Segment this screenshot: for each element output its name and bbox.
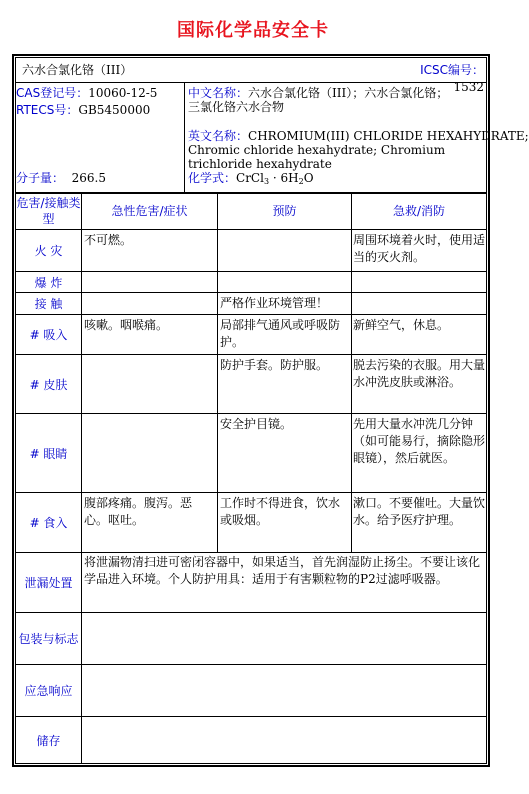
row-ingestion-aid: 漱口。不要催吐。大量饮水。给予医疗护理。 — [353, 496, 486, 527]
col-hazard-type: 危害/接触类型 — [16, 196, 81, 226]
emergency-label: 应急响应 — [24, 684, 73, 698]
rtecs-value: GB5450000 — [78, 103, 151, 117]
english-name-line3: trichloride hexahydrate — [188, 157, 332, 171]
mw-label: 分子量： — [16, 171, 65, 185]
formula-sub: 3 — [263, 177, 270, 186]
col-first-aid: 急救/消防 — [392, 204, 446, 218]
cas-label: CAS登记号： — [16, 86, 89, 100]
cas-number — [16, 85, 184, 102]
rtecs-label: RTECS号： — [16, 103, 79, 117]
row-contact-prevention: 严格作业环境管理！ — [220, 296, 329, 310]
molecular-weight — [16, 170, 184, 187]
row-fire-acute: 不可燃。 — [84, 233, 133, 247]
row-explosion-label: 爆 炸 — [34, 275, 63, 290]
mw-value: 266.5 — [71, 171, 107, 185]
chinese-name-line2: 三氯化铬六水合物 — [188, 100, 285, 114]
row-skin-aid: 脱去污染的衣服。用大量水冲洗皮肤或淋浴。 — [353, 358, 486, 389]
cn-label: 中文名称： — [188, 86, 249, 100]
spill-label: 泄漏处置 — [24, 576, 73, 590]
row-eyes-label: # 眼睛 — [29, 446, 68, 461]
cas-value: 10060-12-5 — [88, 86, 158, 100]
cn-value: 六水合氯化铬（III）；六水合氯化铬； — [248, 86, 449, 100]
row-contact-label: 接 触 — [34, 297, 63, 311]
packaging-label: 包装与标志 — [18, 632, 79, 646]
row-inhalation-label: # 吸入 — [29, 328, 68, 342]
row-skin-prevention: 防护手套。防护服。 — [220, 358, 329, 372]
storage-label: 储存 — [36, 733, 61, 748]
row-ingestion-label: # 食入 — [29, 516, 68, 530]
en-label: 英文名称： — [188, 129, 249, 143]
formula-label: 化学式： — [188, 171, 237, 185]
row-fire-label: 火 灾 — [34, 244, 63, 258]
row-inhalation-prevention: 局部排气通风或呼吸防护。 — [220, 318, 341, 349]
formula-part: CrCl — [236, 171, 264, 185]
spill-text: 将泄漏物清扫进可密闭容器中，如果适当，首先润湿防止扬尘。不要让该化学品进入环境。个人防护用具：适用于有害颗粒物的P2过滤呼吸器。 — [84, 555, 481, 586]
card-title: 国际化学品安全卡 — [177, 20, 329, 41]
chemical-name: 六水合氯化铬（III） — [22, 63, 133, 77]
col-prevention: 预防 — [272, 204, 297, 218]
row-ingestion-acute: 腹部疼痛。腹泻。恶心。呕吐。 — [84, 496, 193, 527]
row-skin-label: # 皮肤 — [29, 377, 68, 392]
icsc-value: 1532 — [453, 80, 484, 94]
row-ingestion-prevention: 工作时不得进食，饮水或吸烟。 — [220, 496, 341, 527]
formula-sub: 2 — [298, 177, 304, 186]
en-value: CHROMIUM(III) CHLORIDE HEXAHYDRATE; — [248, 129, 529, 143]
chemical-formula — [188, 170, 486, 190]
english-name-line2: Chromic chloride hexahydrate; Chromium — [188, 143, 446, 157]
icsc-label: ICSC编号： — [420, 63, 484, 77]
row-inhalation-aid: 新鲜空气，休息。 — [353, 318, 450, 332]
col-acute: 急性危害/症状 — [111, 204, 188, 218]
formula-part: O — [303, 171, 314, 185]
row-fire-aid: 周围环境着火时，使用适当的灭火剂。 — [353, 233, 486, 264]
row-eyes-prevention: 安全护目镜。 — [220, 417, 293, 431]
formula-part: · 6H — [269, 171, 299, 185]
row-inhalation-acute: 咳嗽。咽喉痛。 — [84, 318, 169, 332]
row-eyes-aid: 先用大量水冲洗几分钟（如可能易行，摘除隐形眼镜），然后就医。 — [353, 417, 486, 465]
rtecs-number — [16, 102, 184, 119]
